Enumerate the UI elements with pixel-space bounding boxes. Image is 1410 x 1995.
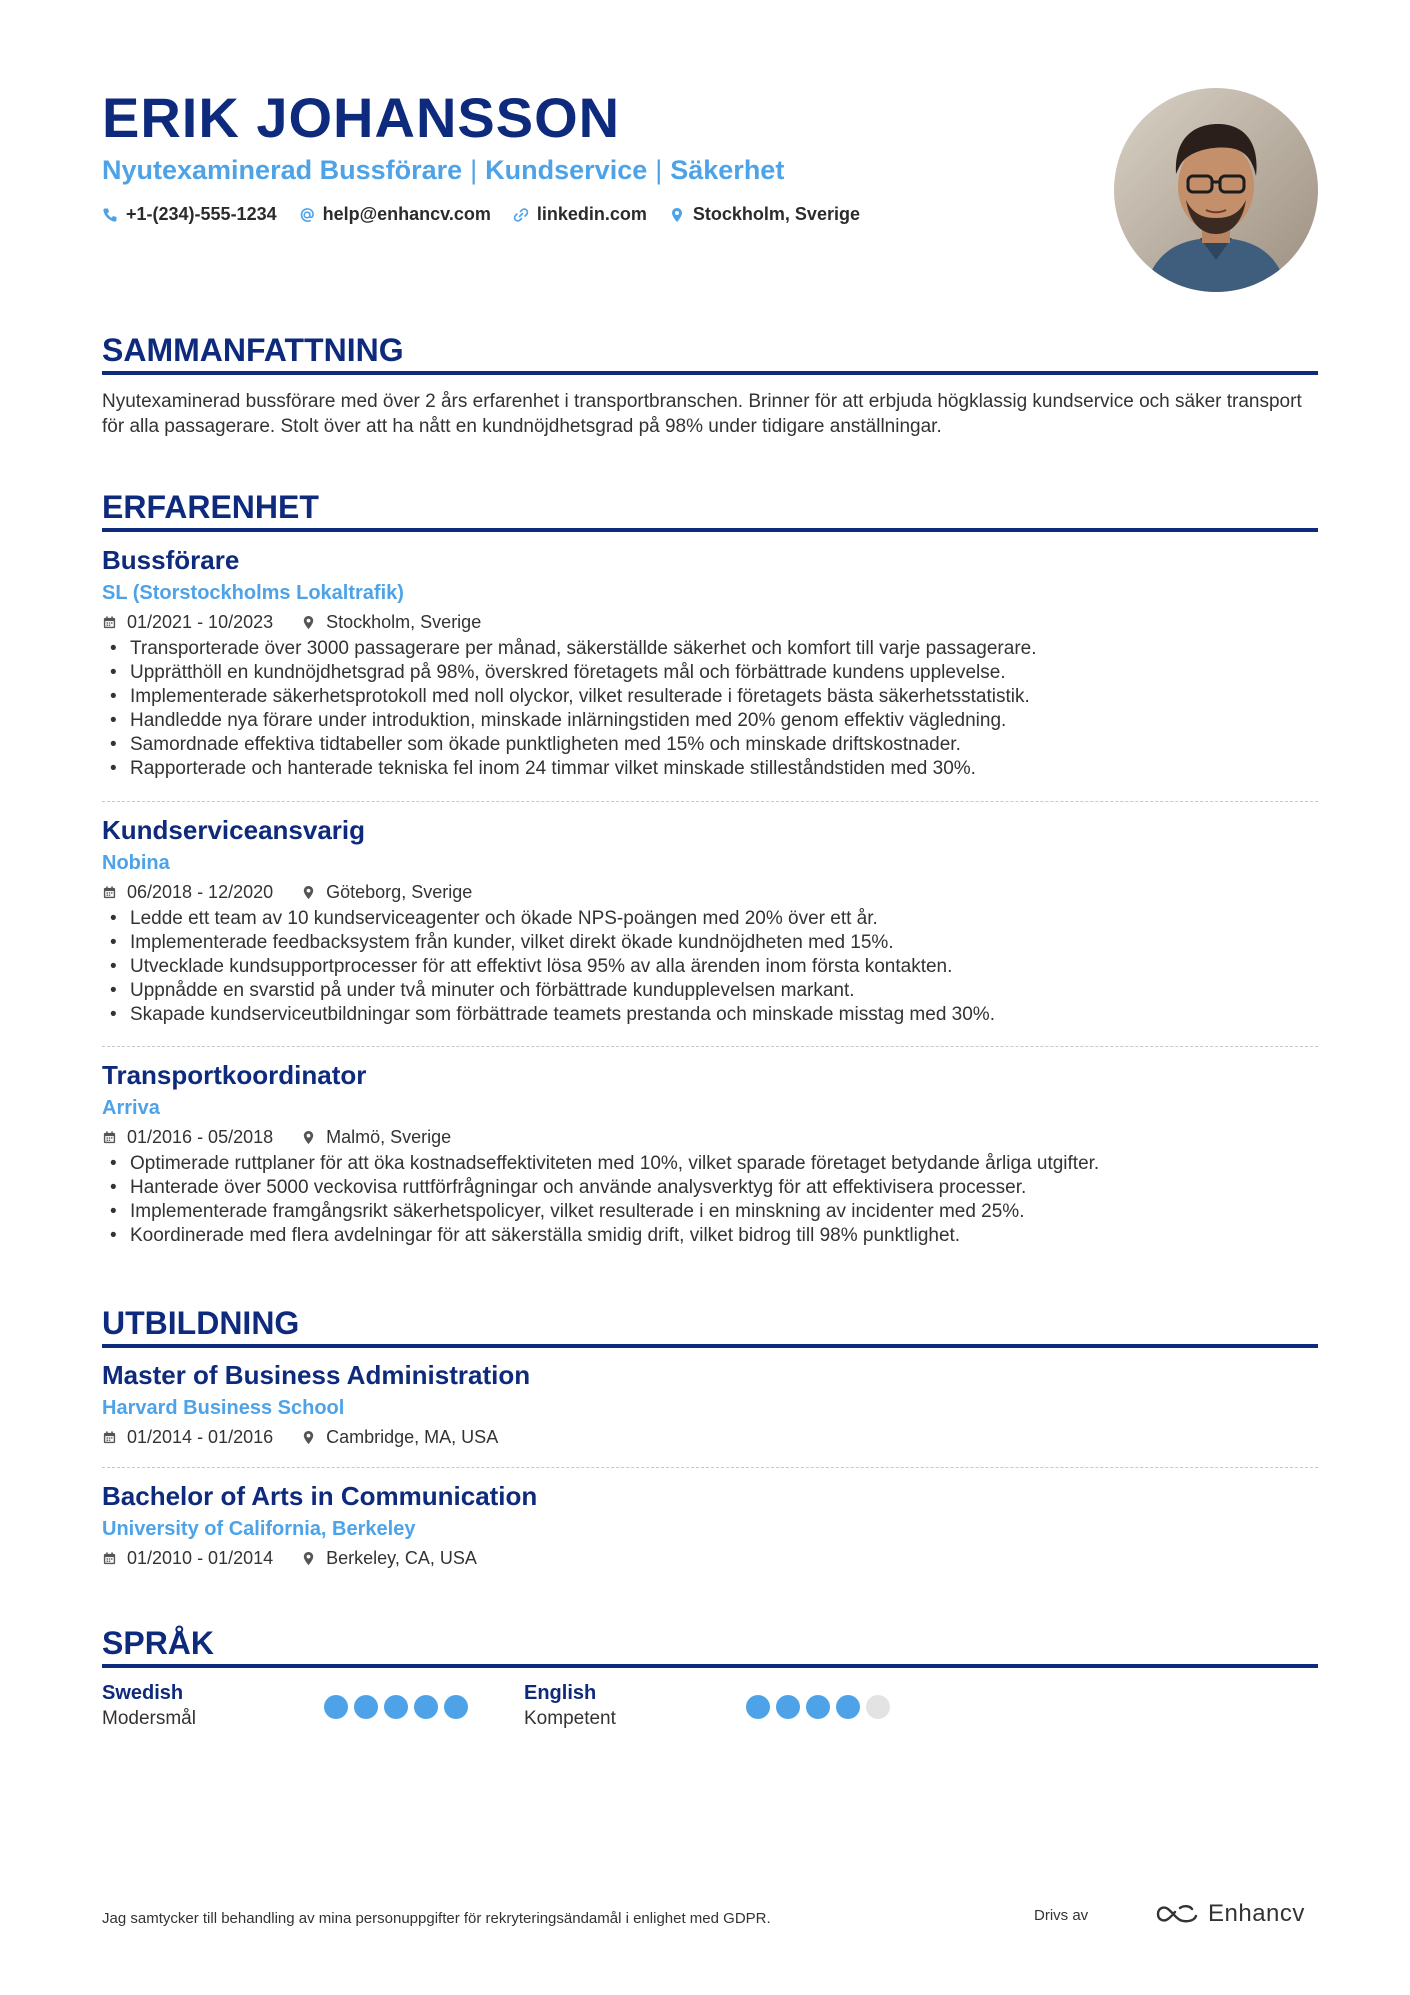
degree-title: Master of Business Administration — [102, 1360, 531, 1390]
bullet-item: • Utvecklade kundsupportprocesser för att effektivt lösa 95% av alla ärenden inom första kontakten. — [130, 955, 1318, 979]
email-text: help@enhancv.com — [322, 204, 491, 224]
education-meta — [102, 1424, 1318, 1450]
phone-text: +1-(234)-555-1234 — [126, 204, 277, 224]
bullet-item: • Hanterade över 5000 veckovisa ruttförfrågningar och använde analysverktyg för att effektivisera processer. — [130, 1176, 1318, 1200]
job-meta — [102, 1124, 1318, 1150]
bullet-item: • Transporterade över 3000 passagerare per månad, säkerställde säkerhet och komfort till varje passagerare. — [130, 637, 1318, 661]
rating-dot-filled — [354, 1695, 378, 1719]
bullet-item: • Implementerade feedbacksystem från kunder, vilket direkt ökade kundnöjdheten med 15%. — [130, 931, 1318, 955]
bullet-item: • Upprätthöll en kundnöjdhetsgrad på 98%, överskred företagets mål och förbättrade kundens upplevelse. — [130, 661, 1318, 685]
job-title: Transportkoordinator — [102, 1060, 367, 1090]
contact-row — [102, 204, 860, 225]
location-text: Stockholm, Sverige — [326, 612, 482, 632]
phone-icon — [102, 207, 118, 223]
bullet-item: • Uppnådde en svarstid på under två minuter och förbättrade kundupplevelsen markant. — [130, 979, 1318, 1003]
location-pin-icon — [301, 615, 316, 630]
education-location — [301, 1424, 498, 1450]
language-level: Modersmål — [102, 1708, 196, 1729]
bullet-item: • Optimerade ruttplaner för att öka kostnadseffektiviteten med 10%, vilket sparade företaget betydande årliga utgifter. — [130, 1152, 1318, 1176]
language-item-english — [524, 1680, 616, 1732]
rating-dot-empty — [866, 1695, 890, 1719]
experience-entry — [102, 1058, 1318, 1248]
education-location — [301, 1545, 477, 1571]
dates-text: 01/2021 - 10/2023 — [127, 612, 274, 632]
entry-divider — [102, 801, 1318, 802]
headline — [102, 152, 784, 188]
experience-entry — [102, 813, 1318, 1027]
headline-part-1: Nyutexaminerad Bussförare — [102, 155, 463, 185]
job-title: Kundserviceansvarig — [102, 815, 366, 845]
job-meta — [102, 879, 1318, 905]
rating-dot-filled — [324, 1695, 348, 1719]
rating-dot-filled — [384, 1695, 408, 1719]
location-pin-icon — [301, 1130, 316, 1145]
location-text: Cambridge, MA, USA — [326, 1427, 499, 1447]
headline-separator: | — [470, 155, 478, 185]
dates-text: 01/2016 - 05/2018 — [127, 1127, 274, 1147]
calendar-icon — [102, 885, 117, 900]
location-text: Berkeley, CA, USA — [326, 1548, 477, 1568]
location-text: Stockholm, Sverige — [692, 204, 860, 224]
calendar-icon — [102, 1430, 117, 1445]
education-entry — [102, 1358, 1318, 1450]
section-rule — [102, 1664, 1318, 1668]
calendar-icon — [102, 1130, 117, 1145]
job-dates — [102, 879, 273, 905]
bullet-item: • Koordinerade med flera avdelningar för att säkerställa smidig drift, vilket bidrog till 98% punktlighet. — [130, 1224, 1318, 1248]
rating-dot-filled — [836, 1695, 860, 1719]
job-dates — [102, 1124, 273, 1150]
job-location — [301, 1124, 451, 1150]
rating-dot-filled — [444, 1695, 468, 1719]
headline-part-3: Säkerhet — [670, 155, 785, 185]
section-title-languages: SPRÅK — [102, 1625, 215, 1661]
dates-text: 06/2018 - 12/2020 — [127, 882, 274, 902]
company-name: Arriva — [102, 1097, 160, 1119]
school-name: Harvard Business School — [102, 1397, 345, 1419]
section-title-summary: SAMMANFATTNING — [102, 332, 404, 368]
language-level: Kompetent — [524, 1708, 616, 1729]
job-meta — [102, 609, 1318, 635]
location-pin-icon — [669, 207, 685, 223]
rating-dot-filled — [776, 1695, 800, 1719]
bullet-item: • Implementerade framgångsrikt säkerhetspolicyer, vilket resulterade i en minskning av incidenter med 25%. — [130, 1200, 1318, 1224]
infinity-icon — [1154, 1902, 1202, 1926]
brand-name: Enhancv — [1208, 1900, 1305, 1927]
dates-text: 01/2010 - 01/2014 — [127, 1548, 274, 1568]
job-title: Bussförare — [102, 545, 240, 575]
location-pin-icon — [301, 1551, 316, 1566]
calendar-icon — [102, 1551, 117, 1566]
job-dates — [102, 609, 273, 635]
language-rating-swedish — [324, 1695, 468, 1719]
company-name: SL (Storstockholms Lokaltrafik) — [102, 582, 404, 604]
language-name: English — [524, 1682, 597, 1704]
language-item-swedish — [102, 1680, 196, 1732]
job-location — [301, 609, 481, 635]
job-bullets — [102, 637, 1318, 781]
entry-divider — [102, 1467, 1318, 1468]
bullet-item: • Handledde nya förare under introduktion, minskade inlärningstiden med 20% genom effektiv vägledning. — [130, 709, 1318, 733]
location-text: Göteborg, Sverige — [326, 882, 473, 902]
job-location — [301, 879, 472, 905]
education-dates — [102, 1545, 273, 1571]
link-icon — [513, 207, 529, 223]
education-meta — [102, 1545, 1318, 1571]
headline-part-2: Kundservice — [485, 155, 648, 185]
location-pin-icon — [301, 885, 316, 900]
language-rating-english — [746, 1695, 890, 1719]
job-bullets — [102, 907, 1318, 1027]
bullet-item: • Implementerade säkerhetsprotokoll med noll olyckor, vilket resulterade i företagets bästa säkerhetsstatistik. — [130, 685, 1318, 709]
contact-phone[interactable] — [102, 204, 277, 225]
section-title-experience: ERFARENHET — [102, 489, 319, 525]
profile-photo — [1114, 88, 1318, 292]
candidate-name: ERIK JOHANSSON — [102, 86, 621, 149]
headline-separator: | — [655, 155, 663, 185]
calendar-icon — [102, 615, 117, 630]
at-icon — [299, 207, 315, 223]
education-entry — [102, 1479, 1318, 1571]
job-bullets — [102, 1152, 1318, 1248]
experience-entry — [102, 543, 1318, 781]
location-pin-icon — [301, 1430, 316, 1445]
entry-divider — [102, 1046, 1318, 1047]
degree-title: Bachelor of Arts in Communication — [102, 1481, 538, 1511]
contact-location — [669, 204, 860, 225]
rating-dot-filled — [414, 1695, 438, 1719]
rating-dot-filled — [806, 1695, 830, 1719]
section-title-education: UTBILDNING — [102, 1305, 300, 1341]
rating-dot-filled — [746, 1695, 770, 1719]
contact-email[interactable] — [299, 204, 491, 225]
location-text: Malmö, Sverige — [326, 1127, 452, 1147]
bullet-item: • Samordnade effektiva tidtabeller som ökade punktligheten med 15% och minskade driftskostnader. — [130, 733, 1318, 757]
bullet-item: • Skapade kundserviceutbildningar som förbättrade teamets prestanda och minskade misstag med 30%. — [130, 1003, 1318, 1027]
section-rule — [102, 528, 1318, 532]
powered-by-label: Drivs av — [1034, 1907, 1089, 1924]
contact-linkedin[interactable] — [513, 204, 647, 225]
summary-text: Nyutexaminerad bussförare med över 2 års erfarenhet i transportbranschen. Brinner för att erbjuda högklassig kundservice och säker transport för alla passagerare. Stolt över att ha nått en kundnöjdhetsgrad på 98% under tidigare anställningar. — [102, 391, 1302, 437]
linkedin-text: linkedin.com — [536, 204, 647, 224]
school-name: University of California, Berkeley — [102, 1518, 416, 1540]
language-name: Swedish — [102, 1682, 184, 1704]
dates-text: 01/2014 - 01/2016 — [127, 1427, 274, 1447]
gdpr-consent: Jag samtycker till behandling av mina personuppgifter för rekryteringsändamål i enlighet med GDPR. — [102, 1910, 771, 1927]
section-rule — [102, 1344, 1318, 1348]
bullet-item: • Rapporterade och hanterade tekniska fel inom 24 timmar vilket minskade stilleståndstiden med 30%. — [130, 757, 1318, 781]
bullet-item: • Ledde ett team av 10 kundserviceagenter och ökade NPS-poängen med 20% över ett år. — [130, 907, 1318, 931]
enhancv-logo[interactable] — [1154, 1900, 1305, 1928]
company-name: Nobina — [102, 852, 170, 874]
section-rule — [102, 371, 1318, 375]
education-dates — [102, 1424, 273, 1450]
